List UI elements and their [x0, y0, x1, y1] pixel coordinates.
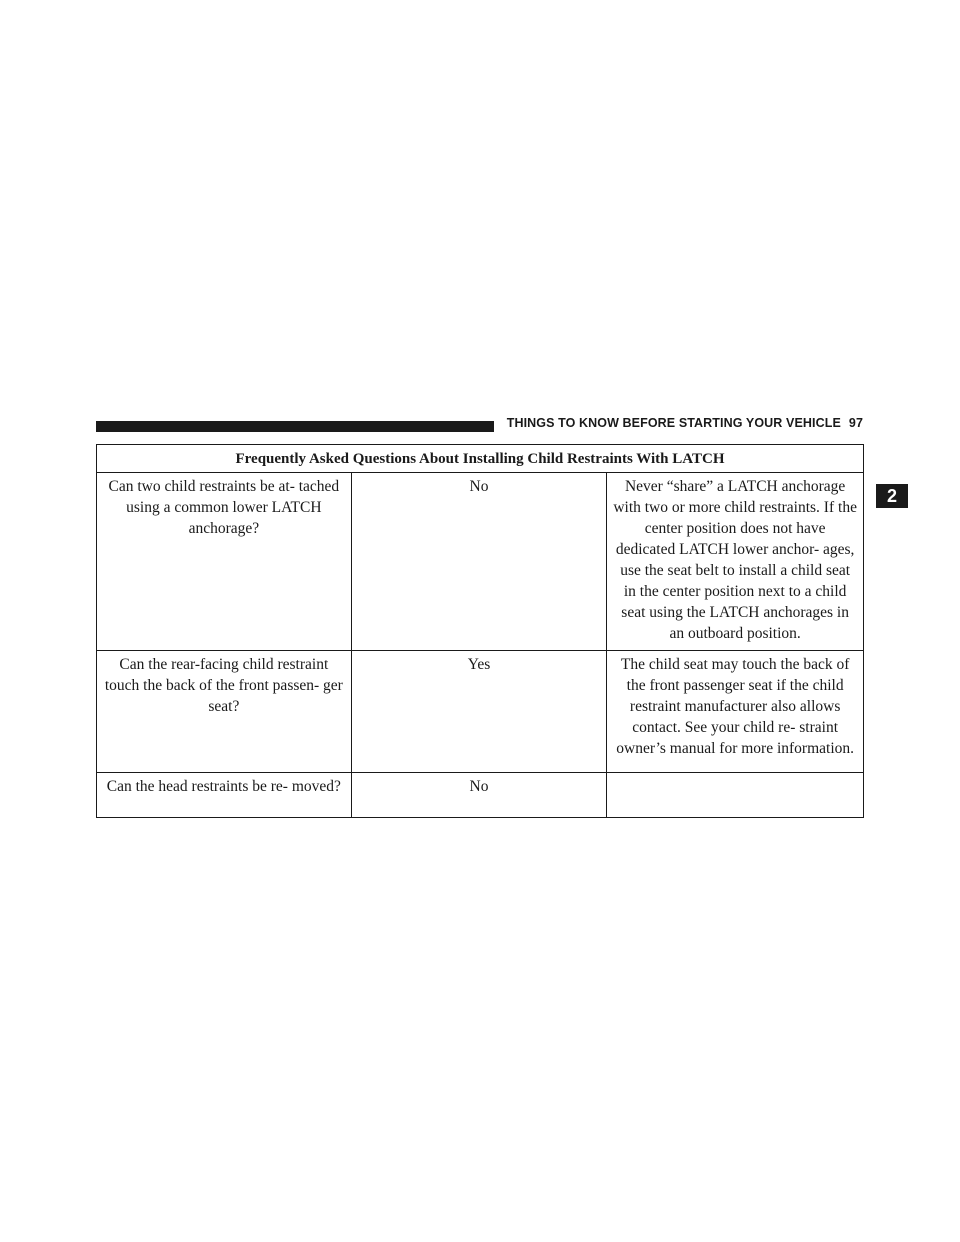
running-header [503, 416, 863, 430]
notes-cell: Never “share” a LATCH anchorage with two or more child restraints. If the center position does not have dedicated LATCH lower anchor- ages, use the seat belt to install a child seat in the center position next to a child seat using the LATCH anchorages in an outboard position. [607, 473, 864, 651]
notes-cell: The child seat may touch the back of the front passenger seat if the child restraint manufacturer also allows contact. See your child re- straint owner’s manual for more information. [607, 651, 864, 773]
chapter-tab: 2 [876, 484, 908, 508]
table-row [97, 473, 864, 651]
table-title-row [97, 445, 864, 473]
answer-cell: Yes [351, 651, 607, 773]
section-title: THINGS TO KNOW BEFORE STARTING YOUR VEHICLE [506, 416, 841, 430]
question-cell: Can the rear-facing child restraint touch the back of the front passen- ger seat? [97, 651, 352, 773]
question-cell: Can two child restraints be at- tached using a common lower LATCH anchorage? [97, 473, 352, 651]
table-row [97, 651, 864, 773]
header-rule [96, 421, 494, 432]
notes-cell [607, 773, 864, 818]
question-cell: Can the head restraints be re- moved? [97, 773, 352, 818]
answer-cell: No [351, 473, 607, 651]
faq-table [96, 444, 864, 818]
page-number: 97 [848, 416, 863, 430]
answer-cell: No [351, 773, 607, 818]
table-title: Frequently Asked Questions About Installing Child Restraints With LATCH [97, 445, 864, 473]
table-row [97, 773, 864, 818]
